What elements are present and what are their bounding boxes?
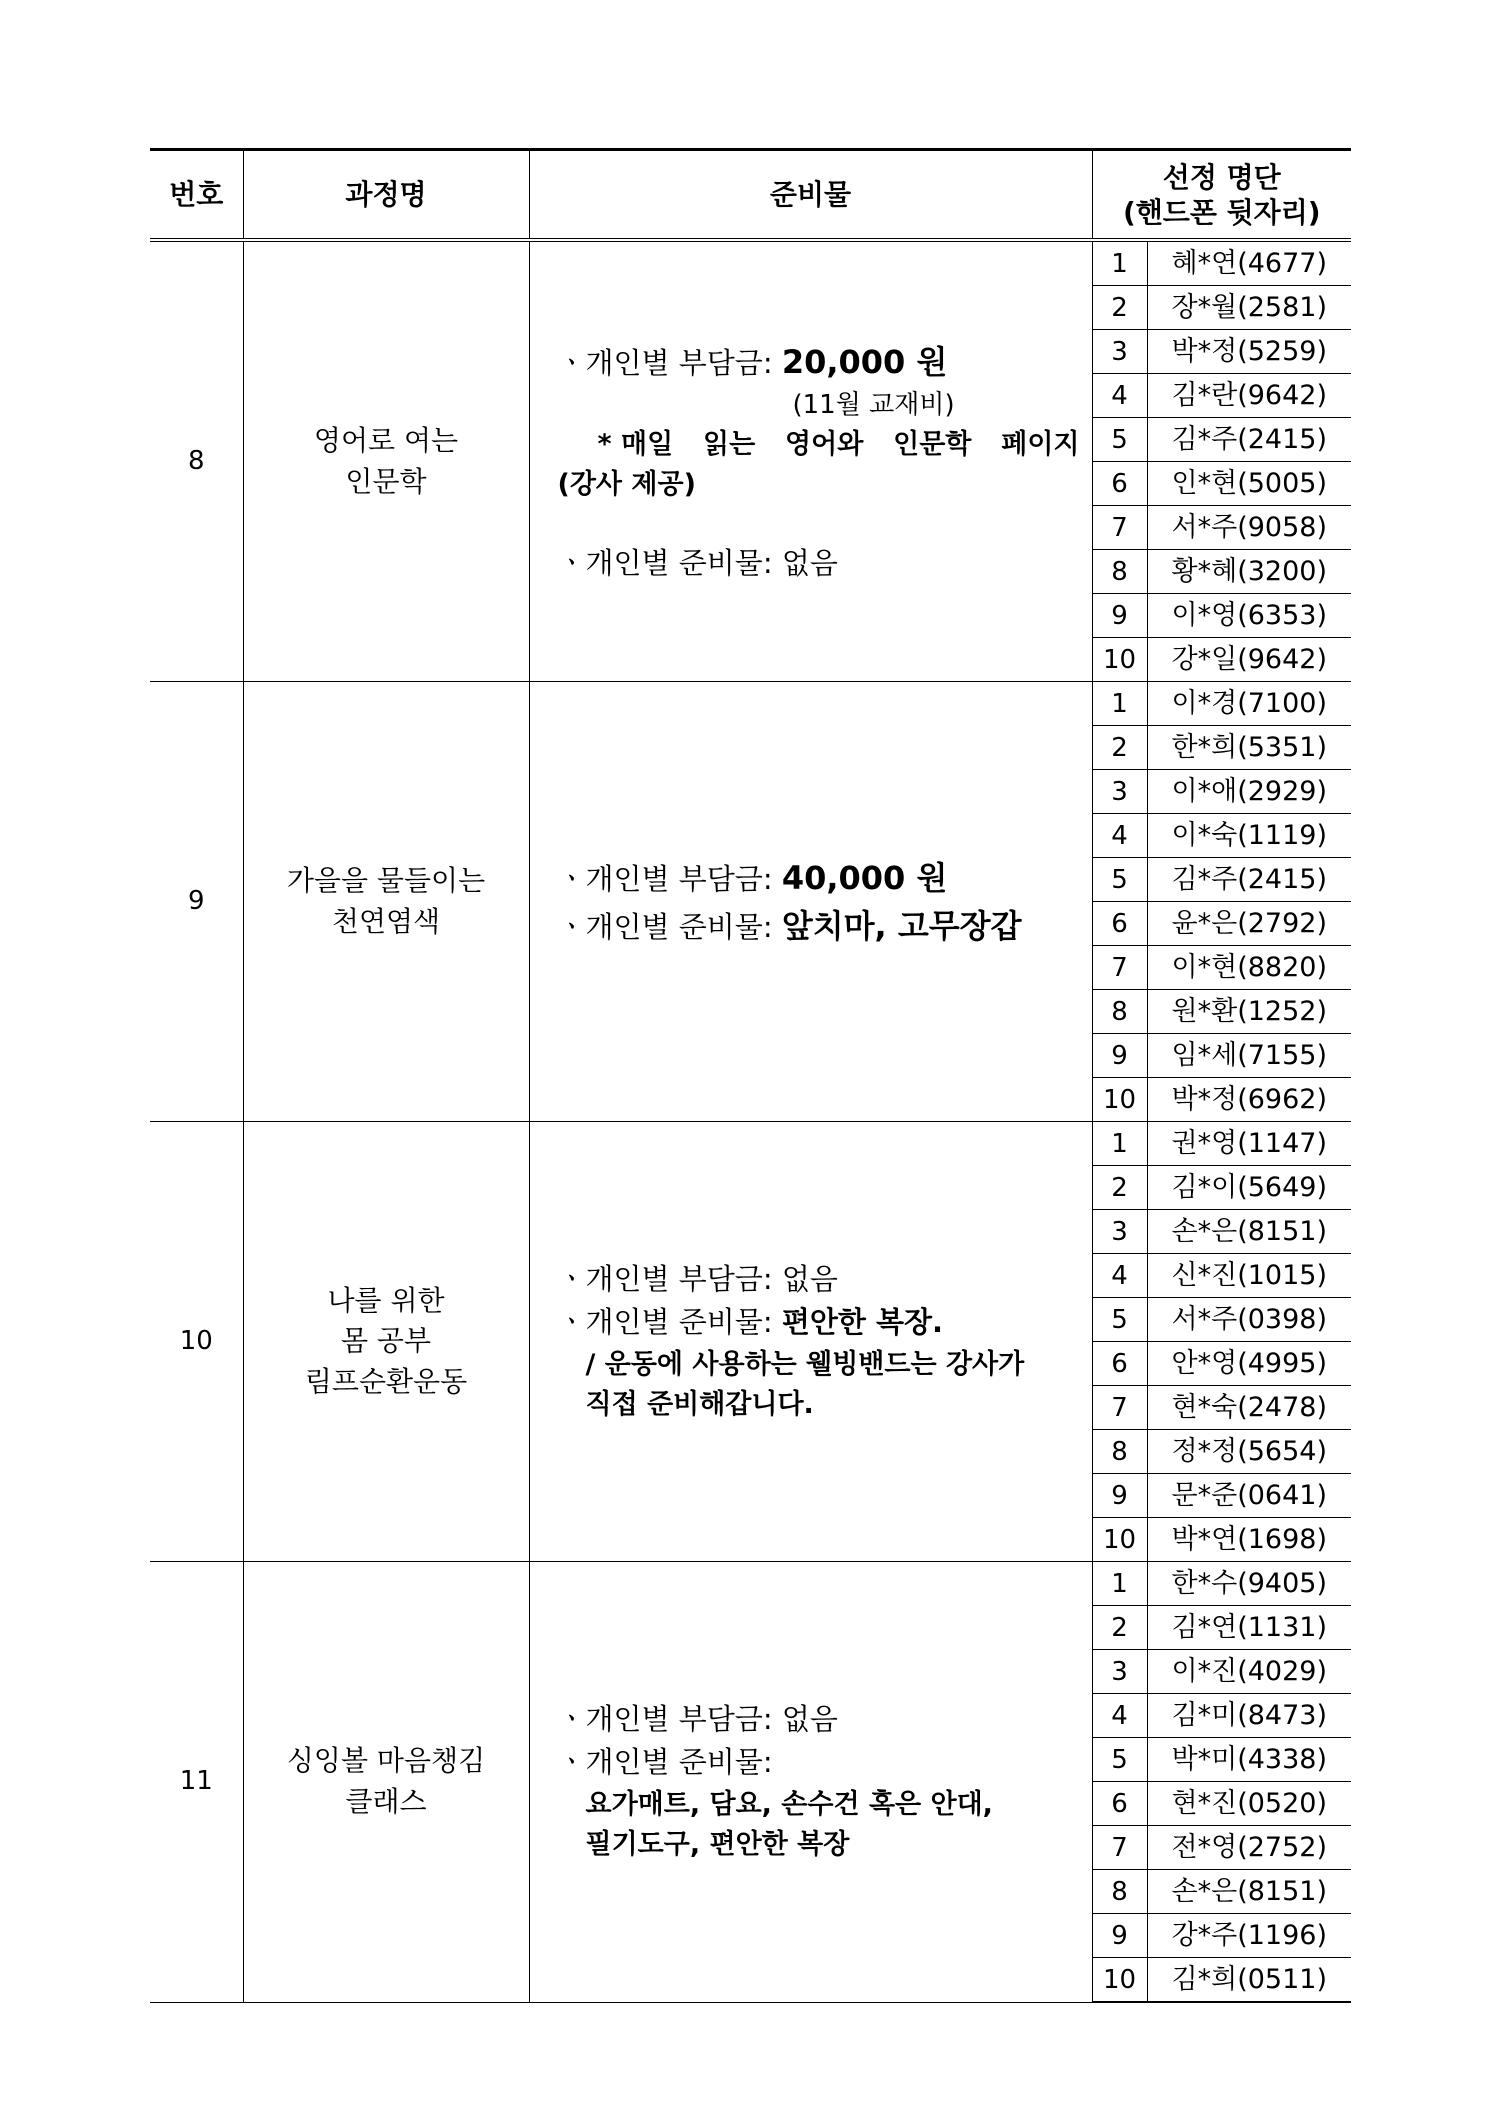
prep-label: ㆍ개인별 준비물: bbox=[557, 909, 782, 944]
course-number: 11 bbox=[150, 1562, 243, 2003]
preparation-cell bbox=[529, 1122, 1092, 1562]
selected-index: 9 bbox=[1092, 594, 1147, 638]
selected-index: 10 bbox=[1092, 638, 1147, 682]
header-num: 번호 bbox=[150, 150, 243, 241]
material-note-word: 영어와 bbox=[785, 428, 864, 460]
selected-index: 9 bbox=[1092, 1034, 1147, 1078]
selected-name: 권*영(1147) bbox=[1147, 1122, 1351, 1166]
selected-index: 2 bbox=[1092, 1606, 1147, 1650]
selected-name: 문*준(0641) bbox=[1147, 1474, 1351, 1518]
fee-line bbox=[558, 1258, 1080, 1302]
selected-name: 이*애(2929) bbox=[1147, 770, 1351, 814]
selected-index: 4 bbox=[1092, 374, 1147, 418]
header-course: 과정명 bbox=[243, 150, 529, 241]
selected-name: 김*주(2415) bbox=[1147, 858, 1351, 902]
header-selected-line1: 선정 명단 bbox=[1162, 160, 1281, 194]
fee-label: ㆍ개인별 부담금: bbox=[557, 345, 782, 380]
selected-index: 2 bbox=[1092, 1166, 1147, 1210]
selected-index: 8 bbox=[1092, 990, 1147, 1034]
course-name-line: 천연염색 bbox=[331, 904, 441, 938]
selected-index: 1 bbox=[1092, 240, 1147, 286]
fee-line bbox=[558, 338, 1080, 386]
selected-name: 손*은(8151) bbox=[1147, 1210, 1351, 1254]
selected-index: 3 bbox=[1092, 330, 1147, 374]
table-row bbox=[150, 240, 1351, 286]
preparation-content bbox=[530, 1258, 1092, 1426]
selected-name: 혜*연(4677) bbox=[1147, 240, 1351, 286]
selected-name: 한*희(5351) bbox=[1147, 726, 1351, 770]
material-note-word: * 매일 bbox=[597, 428, 674, 460]
selected-name: 이*현(8820) bbox=[1147, 946, 1351, 990]
prep-line bbox=[558, 1301, 1080, 1345]
preparation-content bbox=[530, 854, 1092, 950]
selected-name: 원*환(1252) bbox=[1147, 990, 1351, 1034]
preparation-content bbox=[530, 338, 1092, 586]
selected-index: 8 bbox=[1092, 1870, 1147, 1914]
fee-label: ㆍ개인별 부담금: bbox=[557, 1261, 782, 1296]
fee-value: 없음 bbox=[781, 1261, 838, 1296]
prep-note-line: 직접 준비해갑니다. bbox=[585, 1389, 814, 1420]
course-name-line: 몸 공부 bbox=[340, 1324, 432, 1358]
course-name-line: 가을을 물들이는 bbox=[286, 863, 486, 897]
preparation-cell bbox=[529, 682, 1092, 1122]
selected-name: 신*진(1015) bbox=[1147, 1254, 1351, 1298]
prep-value: 앞치마, 고무장갑 bbox=[781, 906, 1022, 945]
selected-index: 6 bbox=[1092, 462, 1147, 506]
selected-name: 박*미(4338) bbox=[1147, 1738, 1351, 1782]
table-row bbox=[150, 1562, 1351, 1606]
prep-label: ㆍ개인별 준비물: bbox=[557, 545, 782, 580]
selected-name: 정*정(5654) bbox=[1147, 1430, 1351, 1474]
selected-index: 9 bbox=[1092, 1474, 1147, 1518]
selected-index: 7 bbox=[1092, 946, 1147, 990]
course-name-line: 영어로 여는 bbox=[313, 423, 459, 457]
prep-value: 없음 bbox=[781, 545, 838, 580]
selected-name: 김*란(9642) bbox=[1147, 374, 1351, 418]
selected-name: 이*경(7100) bbox=[1147, 682, 1351, 726]
selected-index: 5 bbox=[1092, 1738, 1147, 1782]
selected-name: 한*수(9405) bbox=[1147, 1562, 1351, 1606]
selected-name: 손*은(8151) bbox=[1147, 1870, 1351, 1914]
selected-index: 6 bbox=[1092, 1342, 1147, 1386]
selected-name: 임*세(7155) bbox=[1147, 1034, 1351, 1078]
selected-name: 전*영(2752) bbox=[1147, 1826, 1351, 1870]
preparation-cell bbox=[529, 1562, 1092, 2003]
selected-index: 3 bbox=[1092, 1210, 1147, 1254]
selected-name: 박*정(6962) bbox=[1147, 1078, 1351, 1122]
course-name bbox=[243, 682, 529, 1122]
selected-name: 윤*은(2792) bbox=[1147, 902, 1351, 946]
selected-name: 이*영(6353) bbox=[1147, 594, 1351, 638]
course-name-line: 싱잉볼 마음챙김 bbox=[286, 1744, 486, 1778]
selected-name: 현*숙(2478) bbox=[1147, 1386, 1351, 1430]
course-name bbox=[243, 1122, 529, 1562]
selected-name: 이*숙(1119) bbox=[1147, 814, 1351, 858]
course-name bbox=[243, 1562, 529, 2003]
selected-name: 박*정(5259) bbox=[1147, 330, 1351, 374]
material-note-word: 인문학 bbox=[893, 428, 972, 460]
selected-index: 9 bbox=[1092, 1914, 1147, 1958]
selected-name: 서*주(0398) bbox=[1147, 1298, 1351, 1342]
prep-line bbox=[558, 542, 1080, 586]
selected-name: 김*주(2415) bbox=[1147, 418, 1351, 462]
header-selected-line2: (핸드폰 뒷자리) bbox=[1122, 195, 1321, 229]
fee-value: 20,000 원 bbox=[781, 342, 948, 381]
selected-index: 1 bbox=[1092, 682, 1147, 726]
prep-line bbox=[558, 1741, 1080, 1785]
prep-value: 편안한 복장. bbox=[781, 1305, 943, 1339]
table-row bbox=[150, 682, 1351, 726]
selected-name: 안*영(4995) bbox=[1147, 1342, 1351, 1386]
selected-index: 10 bbox=[1092, 1518, 1147, 1562]
preparation-content bbox=[530, 1698, 1092, 1866]
selected-name: 박*연(1698) bbox=[1147, 1518, 1351, 1562]
prep-label: ㆍ개인별 준비물: bbox=[557, 1745, 773, 1780]
prep-items-line: 필기도구, 편안한 복장 bbox=[585, 1829, 850, 1861]
material-note-word: 페이지 bbox=[1001, 428, 1080, 460]
course-name-line: 나를 위한 bbox=[327, 1283, 445, 1317]
preparation-cell bbox=[529, 240, 1092, 682]
fee-label: ㆍ개인별 부담금: bbox=[557, 861, 782, 896]
selected-name: 장*월(2581) bbox=[1147, 286, 1351, 330]
selected-name: 강*일(9642) bbox=[1147, 638, 1351, 682]
material-note-word: 읽는 bbox=[703, 428, 756, 460]
prep-note-line: / 운동에 사용하는 웰빙밴드는 강사가 bbox=[585, 1348, 1025, 1380]
prep-line bbox=[558, 902, 1080, 950]
spacer bbox=[558, 506, 1080, 542]
fee-note: (11월 교재비) bbox=[792, 389, 955, 420]
selected-index: 4 bbox=[1092, 1254, 1147, 1298]
selected-index: 7 bbox=[1092, 1826, 1147, 1870]
selected-index: 5 bbox=[1092, 1298, 1147, 1342]
selected-index: 2 bbox=[1092, 726, 1147, 770]
table-row bbox=[150, 1122, 1351, 1166]
course-number: 9 bbox=[150, 682, 243, 1122]
course-number: 10 bbox=[150, 1122, 243, 1562]
selected-name: 김*연(1131) bbox=[1147, 1606, 1351, 1650]
selected-index: 2 bbox=[1092, 286, 1147, 330]
selected-index: 7 bbox=[1092, 506, 1147, 550]
selection-table bbox=[150, 148, 1351, 2003]
selected-name: 김*이(5649) bbox=[1147, 1166, 1351, 1210]
selected-index: 3 bbox=[1092, 1650, 1147, 1694]
selected-index: 10 bbox=[1092, 1078, 1147, 1122]
selected-index: 10 bbox=[1092, 1958, 1147, 2003]
selected-name: 김*미(8473) bbox=[1147, 1694, 1351, 1738]
selected-name: 이*진(4029) bbox=[1147, 1650, 1351, 1694]
selected-index: 8 bbox=[1092, 1430, 1147, 1474]
selected-name: 인*현(5005) bbox=[1147, 462, 1351, 506]
selected-index: 3 bbox=[1092, 770, 1147, 814]
fee-value: 없음 bbox=[781, 1701, 838, 1736]
prep-label: ㆍ개인별 준비물: bbox=[557, 1305, 782, 1339]
selected-index: 5 bbox=[1092, 418, 1147, 462]
selected-index: 6 bbox=[1092, 1782, 1147, 1826]
fee-label: ㆍ개인별 부담금: bbox=[557, 1701, 782, 1736]
selected-index: 1 bbox=[1092, 1122, 1147, 1166]
selected-index: 1 bbox=[1092, 1562, 1147, 1606]
selected-name: 김*희(0511) bbox=[1147, 1958, 1351, 2003]
header-row bbox=[150, 150, 1351, 241]
selected-index: 5 bbox=[1092, 858, 1147, 902]
fee-line bbox=[558, 1698, 1080, 1742]
selected-name: 황*혜(3200) bbox=[1147, 550, 1351, 594]
header-prep: 준비물 bbox=[529, 150, 1092, 241]
fee-line bbox=[558, 854, 1080, 902]
course-name-line: 클래스 bbox=[345, 1784, 427, 1818]
selected-index: 4 bbox=[1092, 814, 1147, 858]
table-body bbox=[150, 240, 1351, 2002]
course-number: 8 bbox=[150, 240, 243, 682]
selected-index: 6 bbox=[1092, 902, 1147, 946]
course-name-line: 인문학 bbox=[345, 464, 427, 498]
selected-name: 현*진(0520) bbox=[1147, 1782, 1351, 1826]
header-selected bbox=[1092, 150, 1351, 241]
fee-value: 40,000 원 bbox=[781, 858, 948, 897]
selected-index: 4 bbox=[1092, 1694, 1147, 1738]
material-note-cont: (강사 제공) bbox=[557, 469, 696, 501]
selected-name: 서*주(9058) bbox=[1147, 506, 1351, 550]
course-name bbox=[243, 240, 529, 682]
selected-name: 강*주(1196) bbox=[1147, 1914, 1351, 1958]
material-note bbox=[558, 425, 1080, 466]
selected-index: 7 bbox=[1092, 1386, 1147, 1430]
prep-items-line: 요가매트, 담요, 손수건 혹은 안대, bbox=[585, 1788, 993, 1820]
course-name-line: 림프순환운동 bbox=[304, 1364, 468, 1398]
selected-index: 8 bbox=[1092, 550, 1147, 594]
